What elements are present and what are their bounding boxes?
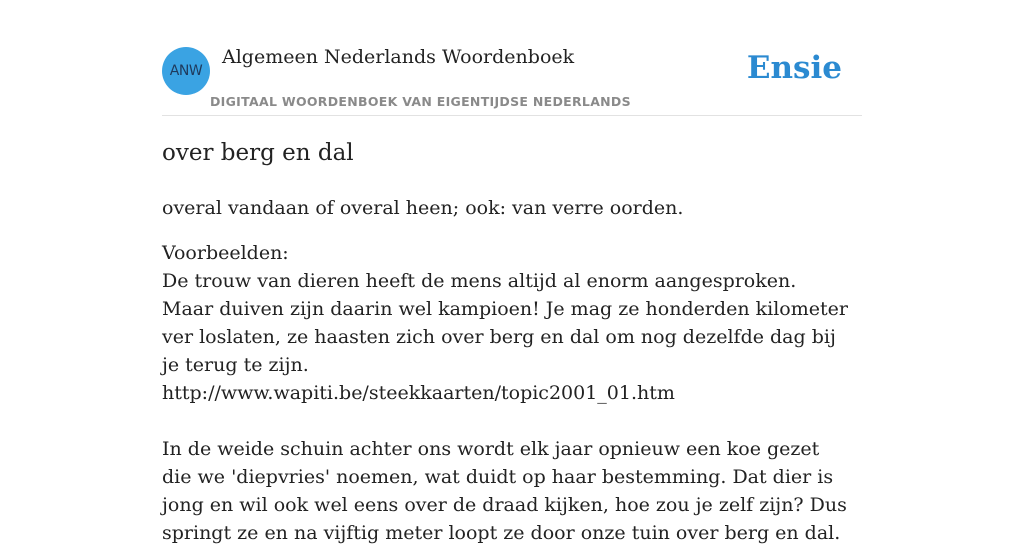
ensie-brand-logo[interactable]: Ensie	[746, 50, 842, 86]
examples-section	[162, 239, 852, 547]
page-container	[162, 0, 862, 544]
example-text: In de weide schuin achter ons wordt elk jaar opnieuw een koe gezet die we 'diepvries' noemen, wat duidt op haar bestemming. Dat dier is jong en wil ook wel eens over de draad kijken, hoe zou je zelf zijn? Dus springt ze en na vijftig meter loopt ze door onze tuin over berg en dal.	[162, 438, 847, 544]
site-subtitle: DIGITAAL WOORDENBOEK VAN EIGENTIJDSE NEDERLANDS	[210, 94, 631, 109]
anw-logo[interactable]	[162, 47, 210, 95]
site-title[interactable]: Algemeen Nederlands Woordenboek	[222, 46, 575, 68]
entry-title: over berg en dal	[162, 140, 354, 166]
site-header	[162, 0, 862, 116]
entry-definition: overal vandaan of overal heen; ook: van verre oorden.	[162, 197, 684, 219]
examples-label: Voorbeelden:	[162, 242, 289, 264]
anw-logo-text: ANW	[169, 63, 203, 79]
example-text: De trouw van dieren heeft de mens altijd al enorm aangesproken. Maar duiven zijn daarin wel kampioen! Je mag ze honderden kilometer ver loslaten, ze haasten zich over berg en dal om nog dezelfde dag bij je terug te zijn.	[162, 270, 848, 376]
example-spacer	[162, 407, 852, 435]
example-source-link[interactable]: http://www.wapiti.be/steekkaarten/topic2001_01.htm	[162, 382, 675, 404]
